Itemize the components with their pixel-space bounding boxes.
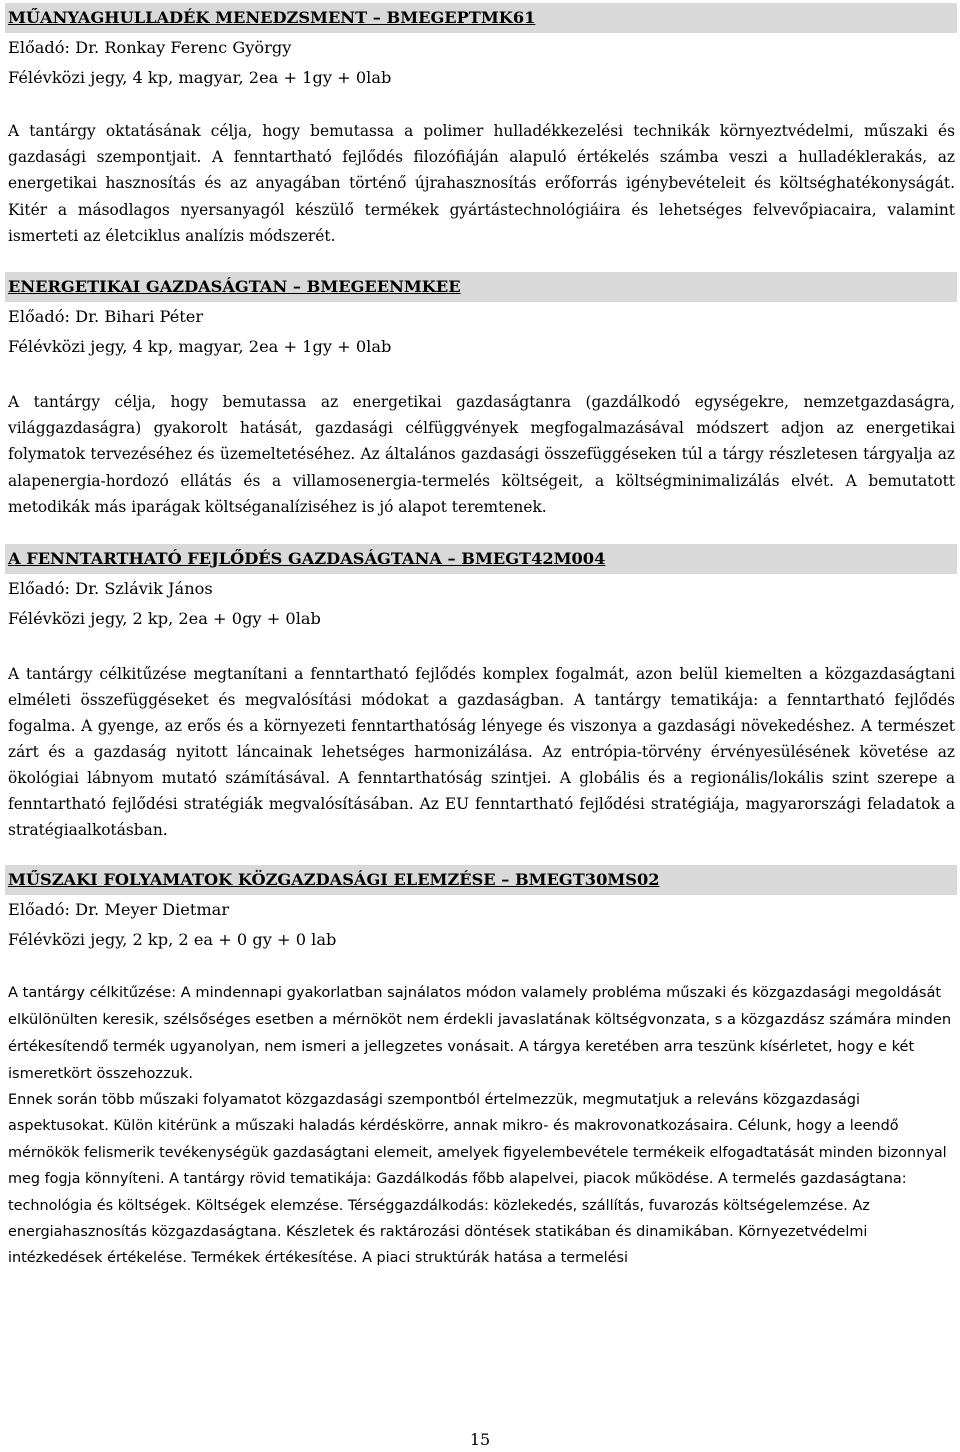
section-details-4: Félévközi jegy, 2 kp, 2 ea + 0 gy + 0 lab [8, 930, 337, 950]
page-number: 15 [469, 1430, 491, 1449]
spacer [5, 634, 957, 661]
section-heading-1: MŰANYAGHULLADÉK MENEDZSMENT – BMEGEPTMK61 [5, 3, 957, 33]
section-details-3: Félévközi jegy, 2 kp, 2ea + 0gy + 0lab [8, 609, 321, 629]
spacer [5, 955, 957, 979]
section-details-2: Félévközi jegy, 4 kp, magyar, 2ea + 1gy + 0lab [8, 337, 392, 357]
section-description-1: A tantárgy oktatásának célja, hogy bemutassa a polimer hulladékkezelési technikák környeztvédelmi, műszaki és gazdasági szempontjait. A fenntartható fejlődés filozófiáján alapuló értékelés számba veszi a hulladéklerakás, az energetikai hasznosítás és az anyagában történő újrahasznosítás erőforrás igénybevételeit és költséghatékonyságát. Kitér a másodlagos nyersanyagól készülő termékek gyártástechnológiáira és lehetséges felvevőpiacaira, valamint ismerteti az életciklus analízis módszerét. [8, 122, 955, 245]
spacer [5, 249, 957, 272]
section-description-4a: A tantárgy célkitűzése: A mindennapi gyakorlatban sajnálatos módon valamely probléma műszaki és közgazdasági megoldását elkülönülten keresik, szélsőséges esetben a mérnököt nem érdekli javaslatának költségvonzata, s a közgazdász számára minden értékesítendő termék ugyanolyan, nem ismeri a jellegzetes vonásait. A tárgya keretében arra teszünk kísérletet, hogy e két ismeretkört összehozzuk. [8, 984, 952, 1083]
section-details-1: Félévközi jegy, 4 kp, magyar, 2ea + 1gy + 0lab [8, 68, 392, 87]
section-heading-2: ENERGETIKAI GAZDASÁGTAN – BMEGEENMKEE [5, 272, 957, 302]
section-lecturer-2: Előadó: Dr. Bihari Péter [8, 307, 204, 327]
spacer [5, 843, 957, 865]
section-lecturer-4: Előadó: Dr. Meyer Dietmar [8, 900, 230, 920]
section-description-3: A tantárgy célkitűzése megtanítani a fenntartható fejlődés komplex fogalmát, azon belül kiemelten a közgazdaságtani elméleti összefüggéseket és megvalósítási módokat a gazdaságban. A tantárgy tematikája: a fenntartható fejlődés fogalma. A gyenge, az erős és a környezeti fenntarthatóság lényege és viszonya a gazdasági növekedéshez. A természet zárt és a gazdaság nyitott láncainak lehetséges harmonizálása. Az entrópia-törvény érvényesülésének követése az ökológiai lábnyom mutató számításával. A fenntarthatóság szintjei. A globális és a regionális/lokális szint szerepe a fenntartható fejlődési stratégiák megvalósításában. Az EU fenntartható fejlődési stratégiája, magyarországi feladatok a stratégiaalkotásban. [8, 665, 955, 840]
section-heading-3: A FENNTARTHATÓ FEJLŐDÉS GAZDASÁGTANA – BMEGT42M004 [5, 544, 957, 574]
spacer [5, 520, 957, 544]
section-lecturer-1: Előadó: Dr. Ronkay Ferenc György [8, 38, 292, 57]
document-page [5, 3, 957, 1448]
section-heading-4: MŰSZAKI FOLYAMATOK KÖZGAZDASÁGI ELEMZÉSE – BMEGT30MS02 [5, 865, 957, 895]
section-lecturer-3: Előadó: Dr. Szlávik János [8, 579, 213, 599]
spacer [5, 362, 957, 389]
spacer [5, 93, 957, 118]
section-description-2: A tantárgy célja, hogy bemutassa az energetikai gazdaságtanra (gazdálkodó egységekre, nemzetgazdaságra, világgazdaságra) gyakorolt hatását, gazdasági célfüggvények megfogalmazásával módszert adjon az energetikai folymatok tervezéséhez és üzemeltetéséhez. Az általános gazdasági összefüggéseken túl a tárgy részletesen tárgyalja az alapenergia-hordozó ellátás és a villamosenergia-termelés költségeit, a költségminimalizálás elvét. A bemutatott metodikák más iparágak költséganalíziséhez is jó alapot teremtenek. [8, 393, 955, 516]
section-description-4b: Ennek során több műszaki folyamatot közgazdasági szempontból értelmezzük, megmutatjuk a releváns közgazdasági aspektusokat. Külön kitérünk a műszaki haladás kérdéskörre, annak mikro- és makrovonatkozásaira. Célunk, hogy a leendő mérnökök felismerik tevékenységük gazdaságtani elemeit, amelyek figyelembevétele termékeik elfogadtatását minden bizonnyal meg fogja könnyíteni. A tantárgy rövid tematikája: Gazdálkodás főbb alapelvei, piacok működése. A termelés gazdaságtana: technológia és költségek. Költségek elemzése. Térséggazdálkodás: közlekedés, szállítás, fuvarozás költségelemzése. Az energiahasznosítás közgazdaságtana. Készletek és raktározási döntések statikában és dinamikában. Környezetvédelmi intézkedések értékelése. Termékek értékesítése. A piaci struktúrák hatása a termelési [8, 1092, 947, 1267]
